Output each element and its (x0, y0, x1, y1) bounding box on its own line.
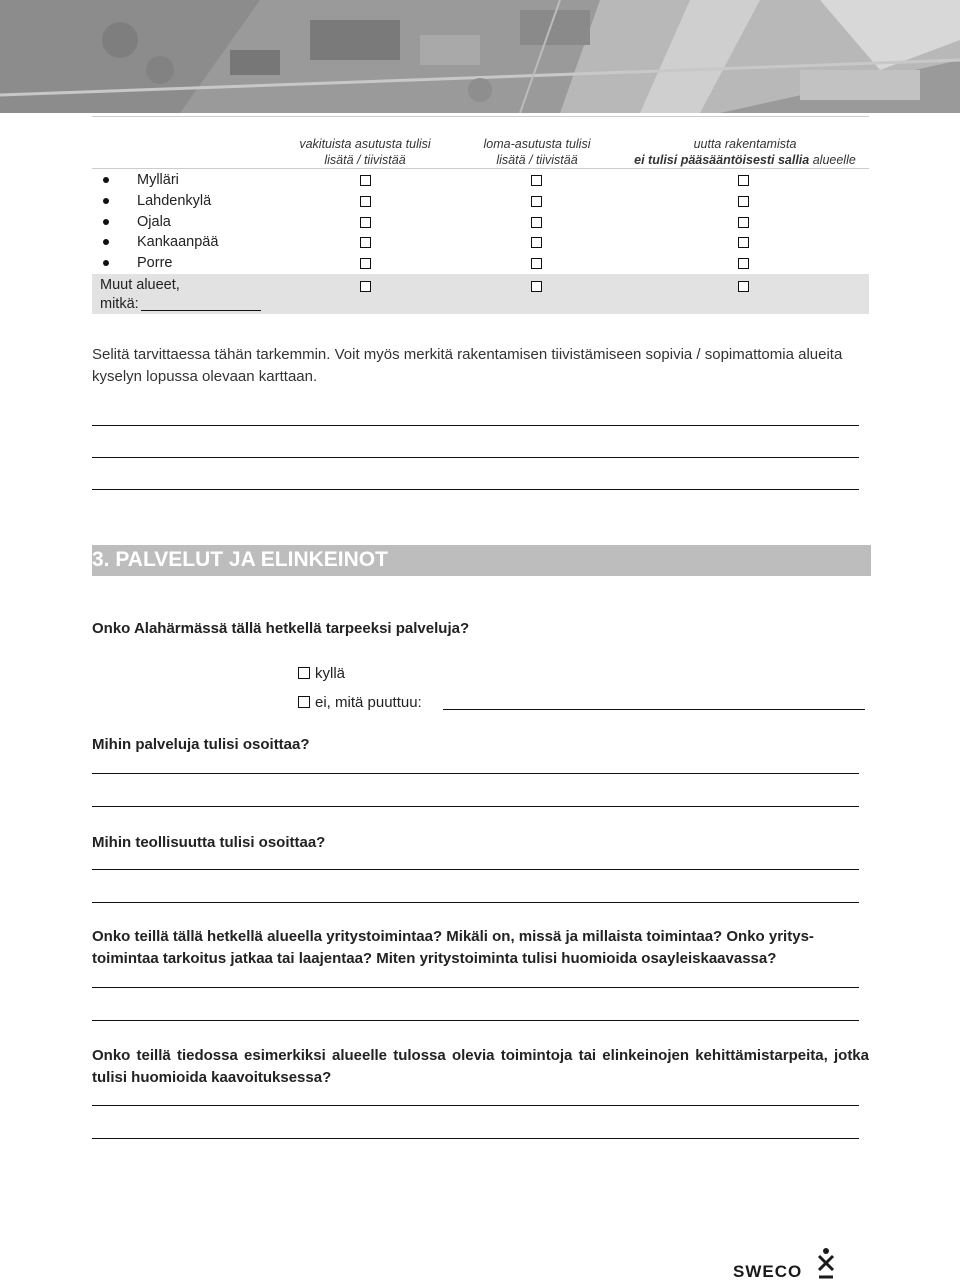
col-header-line: vakituista asutusta tulisi (299, 137, 431, 151)
checkbox-no-building[interactable] (738, 281, 749, 292)
checkbox-holiday[interactable] (531, 217, 542, 228)
checkbox-yes[interactable] (298, 667, 310, 679)
checkbox-permanent[interactable] (360, 258, 371, 269)
explain-text: Selitä tarvittaessa tähän tarkemmin. Voit myös merkitä rakentamisen tiivistämiseen sopivia / sopimattomia alueita kyselyn lopussa olevaan karttaan. (92, 346, 843, 385)
col-header-holiday (462, 136, 612, 168)
checkbox-no-building[interactable] (738, 196, 749, 207)
checkbox-no-building[interactable] (738, 217, 749, 228)
answer-line[interactable] (92, 1020, 859, 1021)
checkbox-permanent[interactable] (360, 196, 371, 207)
answer-line[interactable] (92, 1138, 859, 1139)
row-label: Muut alueet, (100, 277, 180, 293)
row-label: Kankaanpää (137, 234, 219, 250)
col-header-line: loma-asutusta tulisi (483, 137, 591, 151)
section-title: 3. PALVELUT JA ELINKEINOT (92, 548, 388, 571)
checkbox-holiday[interactable] (531, 175, 542, 186)
sweco-logo-text: SWECO (733, 1262, 803, 1281)
col-header-line: lisätä / tiivistää (496, 153, 578, 167)
col-header-rest: alueelle (809, 153, 856, 167)
answer-line[interactable] (92, 457, 859, 458)
col-header-line: lisätä / tiivistää (324, 153, 406, 167)
option-no-label: ei, mitä puuttuu: (315, 694, 422, 711)
option-yes[interactable] (298, 665, 345, 682)
checkbox-no-building[interactable] (738, 175, 749, 186)
table-row (92, 191, 869, 211)
answer-line[interactable] (92, 1105, 859, 1106)
row-label: Lahdenkylä (137, 193, 212, 209)
answer-line[interactable] (92, 869, 859, 870)
table-row (92, 232, 869, 252)
checkbox-holiday[interactable] (531, 196, 542, 207)
table-divider (92, 168, 869, 169)
question-service-location: Mihin palveluja tulisi osoittaa? (92, 736, 310, 753)
answer-line[interactable] (92, 902, 859, 903)
bullet-icon (103, 198, 109, 204)
checkbox-holiday[interactable] (531, 237, 542, 248)
col-header-no-building (620, 136, 870, 168)
checkbox-no-building[interactable] (738, 237, 749, 248)
question-industry-location: Mihin teollisuutta tulisi osoittaa? (92, 834, 326, 851)
question-upcoming: Onko teillä tiedossa esimerkiksi alueelle tulossa olevia toimintoja tai elinkeinojen kehittämistarpeita, jotka tulisi huomioida kaavoituksessa? (92, 1047, 869, 1086)
answer-line[interactable] (92, 425, 859, 426)
row-label: Porre (137, 255, 173, 271)
missing-services-line[interactable] (443, 709, 865, 710)
bullet-icon (103, 260, 109, 266)
bullet-icon (103, 239, 109, 245)
checkbox-holiday[interactable] (531, 258, 542, 269)
row-label: Mylläri (137, 172, 179, 188)
checkbox-no-building[interactable] (738, 258, 749, 269)
option-yes-label: kyllä (315, 665, 346, 682)
question-business: Onko teillä tällä hetkellä alueella yritystoimintaa? Mikäli on, missä ja millaista toimintaa? Onko yritys-toimintaa tarkoitus jatkaa tai laajentaa? Miten yritystoiminta tulisi huomioida osayleiskaavassa? (92, 928, 814, 967)
checkbox-permanent[interactable] (360, 237, 371, 248)
bullet-icon (103, 219, 109, 225)
answer-line[interactable] (92, 806, 859, 807)
section-heading (92, 545, 871, 576)
row-label: Ojala (137, 214, 171, 230)
answer-line[interactable] (92, 987, 859, 988)
col-header-permanent (280, 136, 450, 168)
checkbox-permanent[interactable] (360, 175, 371, 186)
checkbox-holiday[interactable] (531, 281, 542, 292)
table-row (92, 212, 869, 232)
checkbox-no[interactable] (298, 696, 310, 708)
table-row-other (92, 274, 869, 314)
option-no[interactable] (298, 694, 422, 711)
answer-line[interactable] (92, 489, 859, 490)
table-row (92, 170, 869, 190)
header-aerial-photo (0, 0, 960, 113)
answer-line[interactable] (92, 773, 859, 774)
checkbox-permanent[interactable] (360, 281, 371, 292)
table-row (92, 253, 869, 273)
col-header-line: uutta rakentamista (693, 137, 797, 151)
bullet-icon (103, 177, 109, 183)
col-header-bold: ei tulisi pääsääntöisesti sallia (634, 153, 810, 167)
area-table (92, 116, 869, 117)
question-services: Onko Alahärmässä tällä hetkellä tarpeeksi palveluja? (92, 620, 470, 637)
checkbox-permanent[interactable] (360, 217, 371, 228)
other-areas-input[interactable] (141, 310, 261, 311)
row-label: mitkä: (100, 296, 139, 312)
